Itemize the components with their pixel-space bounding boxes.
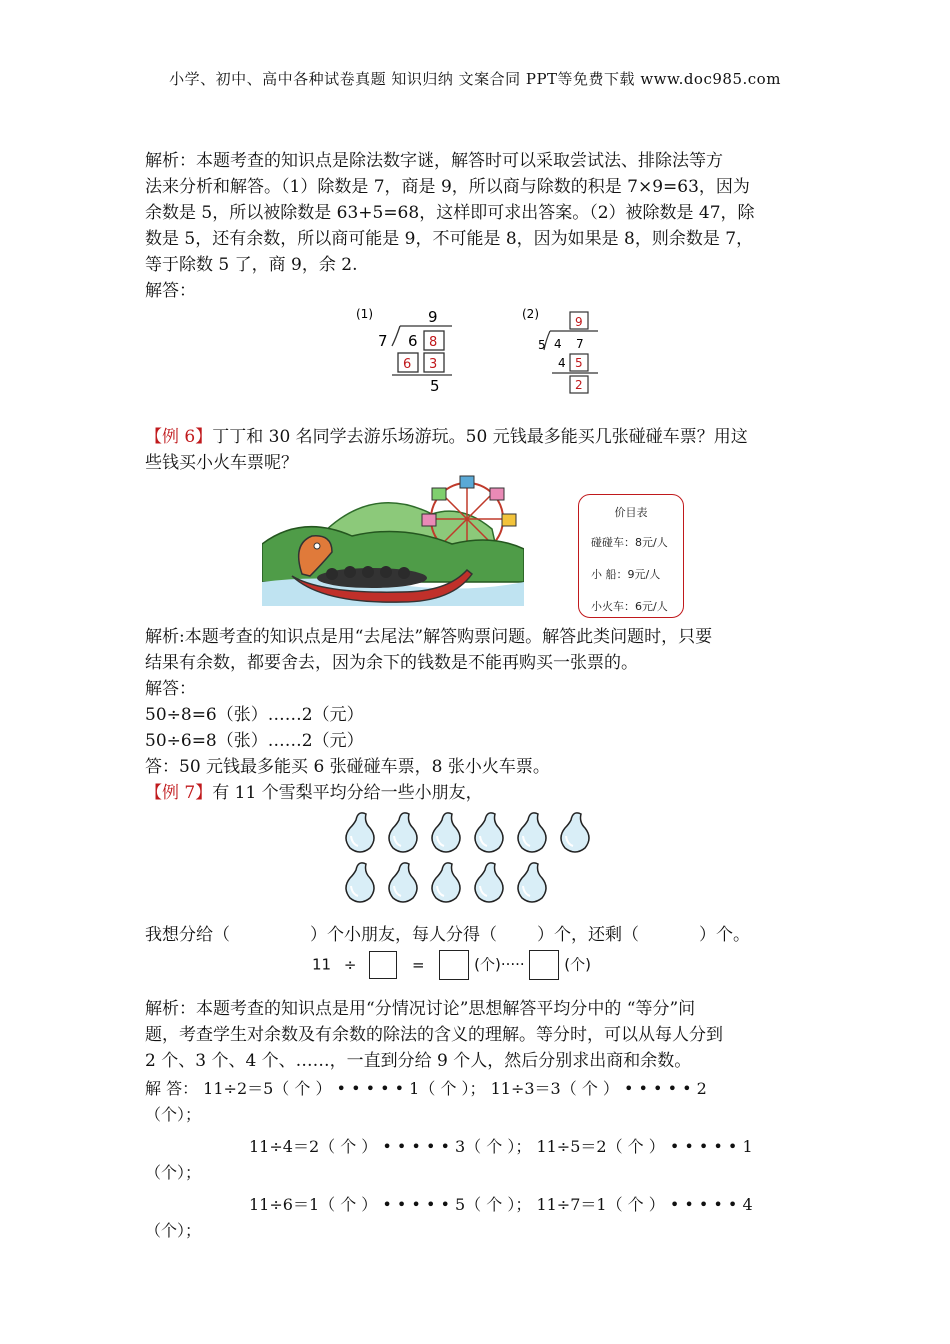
- analysis-line: 2 个、3 个、4 个、……，一直到分给 9 个人，然后分别求出商和余数。: [145, 1051, 692, 1071]
- division-equation: [312, 950, 591, 980]
- equation-equals: =: [412, 955, 425, 974]
- example-tag: 【例 6】: [145, 427, 213, 447]
- pear-icon: [518, 813, 546, 852]
- puzzle-dividend-tens: 4: [554, 337, 562, 351]
- equation-div-sign: ÷: [343, 955, 357, 974]
- analysis-6: [145, 624, 810, 806]
- analysis-7: [145, 996, 810, 1074]
- analysis-line: 题，考查学生对余数及有余数的除法的含义的理解。等分时，可以从每人分到: [145, 1025, 723, 1045]
- analysis-line: 解析：本题考查的知识点是用“分情况讨论”思想解答平均分中的 “等分”问: [145, 999, 696, 1019]
- equation-unit: (个)·····: [474, 955, 525, 974]
- analysis-line: 余数是 5，所以被除数是 63+5=68，这样即可求出答案。（2）被除数是 47，除: [145, 203, 755, 223]
- puzzle-divisor: 5: [538, 338, 546, 352]
- answer-box[interactable]: [439, 950, 469, 980]
- puzzle-dividend-tens: 6: [408, 332, 418, 350]
- answer-line: （个）；: [145, 1221, 202, 1240]
- price-table-title: 价目表: [614, 506, 648, 519]
- pear-icon: [432, 863, 460, 902]
- example-text: 些钱买小火车票呢？: [145, 453, 298, 473]
- puzzle-product-ones: 3: [429, 357, 438, 372]
- puzzle-product-tens: 6: [403, 357, 412, 372]
- sentence-part: ）个小朋友，每人分得（: [310, 925, 497, 945]
- sentence-part: 我想分给（: [145, 925, 230, 945]
- pears-illustration: [338, 806, 608, 910]
- pear-icon: [518, 863, 546, 902]
- analysis-1: [145, 148, 810, 304]
- page-header: 小学、初中、高中各种试卷真题 知识归纳 文案合同 PPT等免费下载 www.doc985.com: [169, 70, 781, 88]
- pear-icon: [346, 813, 374, 852]
- puzzle-product-ones: 5: [575, 356, 583, 370]
- sentence-part: ）个。: [699, 925, 750, 945]
- division-puzzle-2: [520, 300, 620, 396]
- pear-icon: [561, 813, 589, 852]
- sentence-part: ）个，还剩（: [537, 925, 639, 945]
- puzzle-quotient: 9: [575, 315, 583, 329]
- pear-icon: [346, 863, 374, 902]
- answer-line: （个）；: [145, 1105, 202, 1124]
- division-puzzle-1: [352, 300, 464, 396]
- answer-label: 解答：: [145, 281, 196, 301]
- example-text: 丁丁和 30 名同学去游乐场游玩。50 元钱最多能买几张碰碰车票？用这: [212, 427, 748, 447]
- puzzle-label: (1): [356, 307, 373, 321]
- answer-7: [145, 1076, 810, 1244]
- answer-line: 解 答： 11÷2＝5（ 个 ） • • • • • 1（ 个 ）； 11÷3＝3（ 个 ） • • • • • 2: [145, 1079, 707, 1098]
- puzzle-remainder: 5: [430, 377, 440, 395]
- analysis-line: 答：50 元钱最多能买 6 张碰碰车票，8 张小火车票。: [145, 757, 550, 777]
- analysis-line: 数是 5，还有余数，所以商可能是 9，不可能是 8，因为如果是 8，则余数是 7，: [145, 229, 754, 249]
- amusement-park-illustration: [262, 474, 524, 606]
- puzzle-label: (2): [522, 307, 539, 321]
- pear-icon: [432, 813, 460, 852]
- example-tag: 【例 7】: [145, 783, 213, 803]
- puzzle-remainder: 2: [575, 378, 583, 392]
- example-6: [145, 424, 810, 476]
- puzzle-quotient: 9: [428, 308, 438, 326]
- price-row: 小火车：6元/人: [591, 600, 668, 613]
- price-row: 碰碰车：8元/人: [591, 536, 668, 549]
- pear-icon: [475, 863, 503, 902]
- answer-line: 11÷6＝1（ 个 ） • • • • • 5（ 个 ）； 11÷7＝1（ 个 ） • • • • • 4: [249, 1195, 753, 1214]
- price-row: 小 船：9元/人: [591, 568, 661, 581]
- analysis-line: 50÷8=6（张）……2（元）: [145, 705, 364, 725]
- analysis-line: 50÷6=8（张）……2（元）: [145, 731, 364, 751]
- analysis-line: 解答：: [145, 679, 196, 699]
- price-table: [578, 494, 684, 618]
- puzzle-divisor: 7: [378, 332, 388, 350]
- example-text: 有 11 个雪梨平均分给一些小朋友，: [212, 783, 483, 803]
- equation-unit: (个): [564, 955, 591, 974]
- quotient-box[interactable]: [369, 951, 397, 979]
- analysis-line: 解析：本题考查的知识点是除法数字谜，解答时可以采取尝试法、排除法等方: [145, 151, 723, 171]
- fill-in-sentence: [145, 922, 825, 948]
- pear-icon: [389, 813, 417, 852]
- remainder-box[interactable]: [529, 950, 559, 980]
- puzzle-dividend-ones: 7: [576, 337, 584, 351]
- puzzle-product-tens: 4: [558, 356, 566, 370]
- puzzle-dividend-ones: 8: [429, 335, 438, 350]
- analysis-line: 解析:本题考查的知识点是用“去尾法”解答购票问题。解答此类问题时，只要: [145, 627, 713, 647]
- pear-icon: [475, 813, 503, 852]
- answer-line: （个）；: [145, 1163, 202, 1182]
- analysis-line: 法来分析和解答。（1）除数是 7，商是 9，所以商与除数的积是 7×9=63，因为: [145, 177, 750, 197]
- analysis-line: 结果有余数，都要舍去，因为余下的钱数是不能再购买一张票的。: [145, 653, 638, 673]
- analysis-line: 等于除数 5 了，商 9，余 2.: [145, 255, 358, 275]
- pear-icon: [389, 863, 417, 902]
- answer-line: 11÷4＝2（ 个 ） • • • • • 3（ 个 ）； 11÷5＝2（ 个 ） • • • • • 1: [249, 1137, 753, 1156]
- equation-dividend: 11: [312, 955, 332, 974]
